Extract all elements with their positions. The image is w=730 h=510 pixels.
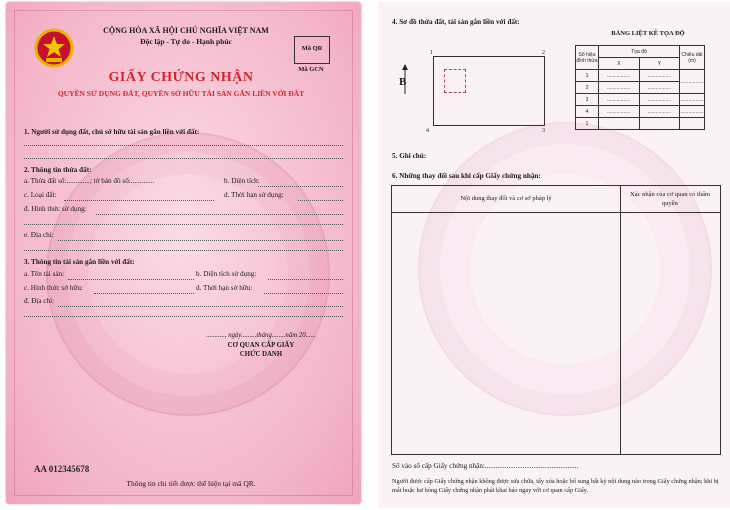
field-line (64, 200, 214, 201)
issuing-agency: CƠ QUAN CẤP GIẤY (227, 342, 295, 349)
bronze-drum-watermark (46, 132, 330, 416)
qr-info-footer: Thông tin chi tiết được thể hiện tại mã QR. (126, 479, 256, 488)
changes-col-confirm: Xác nhận của cơ quan có thẩm quyền (630, 191, 710, 207)
legal-note: Người được cấp Giấy chứng nhận không được sửa chữa, tẩy xóa hoặc bổ sung bất kỳ nội dung nào trong Giấy chứng nhận; khi bị mất hoặc hư hỏng Giấy chứng nhận phải khai báo ngay với cơ quan cấp Giấy. (392, 478, 719, 494)
field-line (24, 250, 343, 251)
certificate-subtitle: QUYỀN SỬ DỤNG ĐẤT, QUYỀN SỞ HỮU TÀI SẢN GẮN LIỀN VỚI ĐẤT (57, 89, 305, 98)
col-header-length: Chiều dài (m) (680, 46, 705, 70)
land-type-field: c. Loại đất: (24, 191, 57, 199)
ownership-term-field: d. Thời hạn sở hữu: (196, 284, 253, 292)
section-6-heading: 6. Những thay đổi sau khi cấp Giấy chứng nhận: (392, 172, 541, 180)
field-line (94, 293, 194, 294)
changes-col-content: Nội dung thay đổi và cơ sở pháp lý (460, 195, 552, 202)
qr-code-box (294, 36, 330, 64)
gcn-code-label: Mã GCN (298, 66, 324, 73)
country-name: CỘNG HÒA XÃ HỘI CHỦ NGHĨA VIỆT NAM (103, 26, 269, 35)
corner-label: 3 (542, 128, 545, 134)
corner-label: 1 (430, 50, 433, 56)
certificate-front-page (6, 2, 361, 504)
building-outline (444, 69, 466, 93)
section-4-heading: 4. Sơ đồ thửa đất, tài sản gắn liền với đất: (392, 18, 520, 26)
changes-table (391, 185, 721, 455)
table-row: 1 (576, 118, 705, 130)
usage-form-field: đ. Hình thức sử dụng: (24, 205, 87, 213)
col-header-x: X (599, 58, 640, 70)
national-emblem-icon (34, 28, 74, 68)
certificate-title: GIẤY CHỨNG NHẬN (108, 70, 254, 85)
col-header-vertex: Số hiệu đỉnh thửa (576, 46, 599, 70)
issue-date-line: ..........., ngày.........tháng........năm 20...... (206, 332, 316, 339)
table-row: 1 ................. ................. ................. (576, 70, 705, 82)
parcel-address-field: e. Địa chỉ: (24, 231, 54, 239)
section-1-heading: 1. Người sử dụng đất, chủ sở hữu tài sản gắn liền với đất: (24, 128, 200, 136)
asset-name-field: a. Tên tài sản: (24, 270, 65, 278)
area-field: b. Diện tích: (224, 177, 260, 185)
table-row: 4 ................. ................. ................. (576, 106, 705, 118)
field-line (268, 279, 343, 280)
parcel-number-field: a. Thửa đất số:.............; tờ bản đồ số:............. (24, 177, 155, 185)
field-line (264, 293, 343, 294)
column-divider (620, 186, 621, 454)
field-line (24, 224, 343, 225)
asset-area-field: b. Diện tích sử dụng: (196, 270, 257, 278)
field-line (96, 214, 343, 215)
parcel-sketch (433, 56, 545, 126)
national-motto: Độc lập - Tự do - Hạnh phúc (140, 37, 232, 46)
col-header-y: Y (639, 58, 680, 70)
section-1-line (24, 145, 343, 146)
corner-label: 2 (542, 50, 545, 56)
signatory-position: CHỨC DANH (239, 351, 283, 358)
register-number-line: Số vào sổ cấp Giấy chứng nhận:.................................................... (392, 462, 579, 470)
corner-label: 4 (426, 128, 429, 134)
table-row: 3 ................. ................. ................. (576, 94, 705, 106)
field-line (58, 306, 343, 307)
field-line (298, 200, 343, 201)
section-5-heading: 5. Ghi chú: (392, 152, 427, 160)
field-line (258, 186, 343, 187)
serial-number: AA 012345678 (34, 464, 90, 474)
section-3-heading: 3. Thông tin tài sản gắn liền với đất: (24, 258, 135, 266)
field-line (68, 279, 194, 280)
header-divider (392, 212, 720, 213)
certificate-back-page (378, 2, 730, 508)
usage-term-field: d. Thời hạn sử dụng: (224, 191, 284, 199)
table-row: 2 ................. ................. (576, 82, 705, 94)
col-header-coord: Tọa độ (599, 46, 680, 58)
field-line (24, 316, 343, 317)
north-label: B (399, 76, 407, 88)
field-line (58, 240, 343, 241)
section-1-line (24, 158, 343, 159)
section-2-heading: 2. Thông tin thửa đất: (24, 166, 92, 174)
coordinate-table-title: BẢNG LIỆT KÊ TỌA ĐỘ (611, 30, 685, 37)
asset-address-field: đ. Địa chỉ: (24, 297, 55, 305)
ownership-form-field: c. Hình thức sở hữu: (24, 284, 83, 292)
qr-label: Mã QR (301, 45, 323, 52)
coordinate-table (575, 45, 705, 130)
